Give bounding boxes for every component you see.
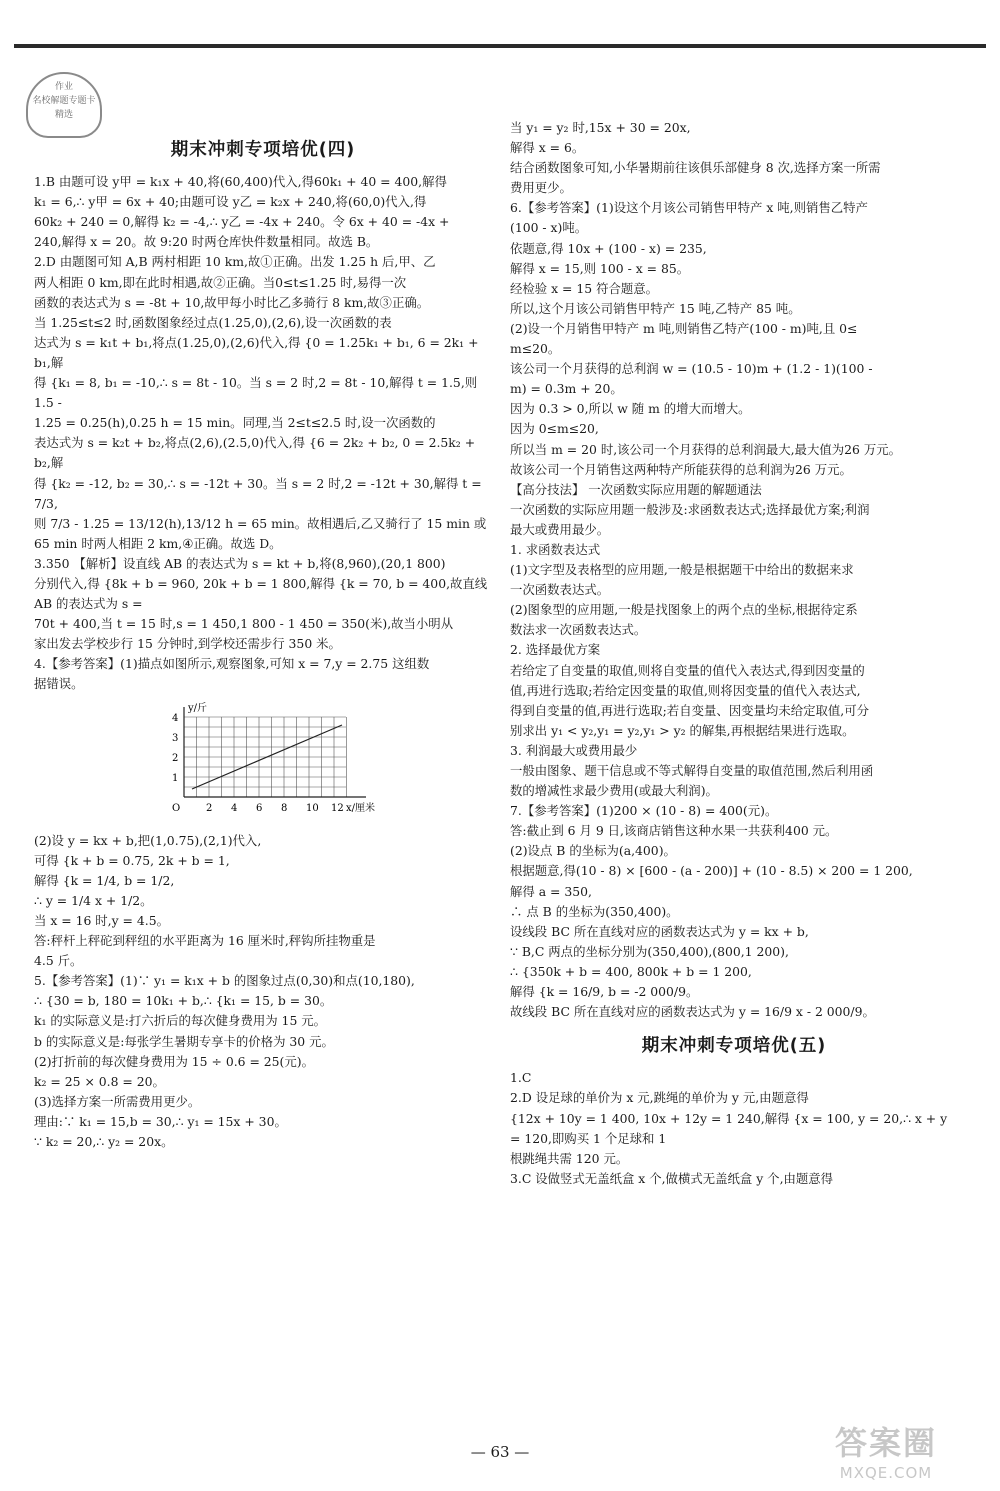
text-line: 1.25 = 0.25(h),0.25 h = 15 min。同理,当 2≤t≤2.5 时,设一次函数的 (34, 415, 436, 431)
section-title-5: 期末冲刺专项培优(五) (641, 1036, 827, 1057)
x-tick-label: 12 (331, 802, 344, 814)
y-tick-label: 3 (172, 732, 179, 744)
text-line: 经检验 x = 15 符合题意。 (510, 280, 659, 296)
text-line: (2)设 y = kx + b,把(1,0.75),(2,1)代入, (34, 832, 262, 848)
text-line: 240,解得 x = 20。故 9:20 时两仓库快件数量相同。故选 B。 (34, 234, 379, 250)
text-line: 2.D 设足球的单价为 x 元,跳绳的单价为 y 元,由题意得 (510, 1090, 809, 1106)
stamp-line-3: 精选 (54, 110, 73, 120)
text-line: m≤20。 (510, 341, 561, 357)
text-line: 可得 {k + b = 0.75, 2k + b = 1, (34, 852, 230, 868)
text-line: 解得 a = 350, (510, 883, 592, 899)
right-column (510, 118, 958, 1189)
x-tick-label: 10 (306, 802, 319, 814)
x-tick-label: 8 (281, 802, 288, 814)
x-tick-label: 4 (231, 802, 238, 814)
text-line: 一次函数的实际应用题一般涉及:求函数表达式;选择最优方案;利润 (510, 501, 870, 517)
text-line: 故该公司一个月销售这两种特产所能获得的总利润为26 万元。 (510, 461, 852, 477)
text-line: 数法求一次函数表达式。 (510, 622, 647, 638)
text-line: {12x + 10y = 1 400, 10x + 12y = 1 240,解得 {x = 100, y = 20,∴ x + y = 120,即购买 1 个足球和 1 (510, 1110, 948, 1146)
text-line: 若给定了自变量的取值,则将自变量的值代入表达式,得到因变量的 (510, 662, 865, 678)
scale-graph (158, 701, 378, 819)
text-line: ∴ 点 B 的坐标为(350,400)。 (510, 903, 679, 919)
text-line: 该公司一个月获得的总利润 w = (10.5 - 10)m + (1.2 - 1)(100 - (510, 361, 873, 377)
text-line: 2.D 由题图可知 A,B 两村相距 10 km,故①正确。出发 1.25 h 后,甲、乙 (34, 254, 436, 270)
right-text-block (510, 118, 958, 1022)
text-line: 得到自变量的值,再进行选取;若自变量、因变量均未给定取值,可分 (510, 702, 869, 718)
text-line: 设线段 BC 所在直线对应的函数表达式为 y = kx + b, (510, 923, 809, 939)
text-line: k₁ 的实际意义是:打六折后的每次健身费用为 15 元。 (34, 1013, 327, 1029)
text-line: k₂ = 25 × 0.8 = 20。 (34, 1073, 165, 1089)
text-line: 分别代入,得 {8k + b = 960, 20k + b = 1 800,解得 {k = 70, b = 400,故直线 AB 的表达式为 s = (34, 575, 488, 612)
page-number: — 63 — (470, 1443, 530, 1461)
text-line: 函数的表达式为 s = -8t + 10,故甲每小时比乙多骑行 8 km,故③正确。 (34, 294, 430, 310)
y-tick-label: 1 (172, 772, 179, 784)
text-line: 根据题意,得(10 - 8) × [600 - (a - 200)] + (10 - 8.5) × 200 = 1 200, (510, 863, 913, 879)
text-line: 3.350 【解析】设直线 AB 的表达式为 s = kt + b,将(8,960),(20,1 800) (34, 555, 446, 571)
text-line: (1)文字型及表格型的应用题,一般是根据题干中给出的数据来求 (510, 562, 854, 578)
text-line: 故线段 BC 所在直线对应的函数表达式为 y = 16/9 x - 2 000/9。 (510, 1004, 875, 1020)
text-line: ∴ {350k + b = 400, 800k + b = 1 200, (510, 963, 752, 979)
text-line: 最大或费用最少。 (510, 521, 610, 537)
text-line: 60k₂ + 240 = 0,解得 k₂ = -4,∴ y乙 = -4x + 240。令 6x + 40 = -4x + (34, 214, 450, 230)
watermark-url: MXQE.COM (839, 1464, 933, 1482)
text-line: 理由:∵ k₁ = 15,b = 30,∴ y₁ = 15x + 30。 (34, 1113, 287, 1129)
x-axis-label: x/厘米 (346, 802, 376, 814)
text-line: b 的实际意义是:每张学生暑期专享卡的价格为 30 元。 (34, 1033, 334, 1049)
graph-grid (184, 717, 347, 797)
text-line: ∵ k₂ = 20,∴ y₂ = 20x。 (34, 1134, 174, 1150)
text-line: (100 - x)吨。 (510, 220, 588, 236)
text-line: 2. 选择最优方案 (510, 642, 601, 658)
text-line: 结合函数图象可知,小华暑期前往该俱乐部健身 8 次,选择方案一所需 (510, 160, 881, 176)
text-line: 数的增减性求最少费用(或最大利润)。 (510, 783, 718, 799)
y-tick-label: 2 (172, 752, 179, 764)
text-line: 5.【参考答案】(1)∵ y₁ = k₁x + b 的图象过点(0,30)和点(10,180), (34, 973, 415, 989)
top-rule (14, 44, 986, 48)
text-line: 70t + 400,当 t = 15 时,s = 1 450,1 800 - 1 450 = 350(米),故当小明从 (34, 616, 454, 632)
text-line: (3)选择方案一所需费用更少。 (34, 1093, 201, 1109)
text-line: 费用更少。 (510, 180, 572, 196)
text-line: 解得 x = 6。 (510, 140, 585, 156)
stamp-line-2: 名校解题专题卡 (32, 96, 96, 106)
text-line: 两人相距 0 km,即在此时相遇,故②正确。当0≤t≤1.25 时,易得一次 (34, 274, 407, 290)
text-line: 因为 0.3 > 0,所以 w 随 m 的增大而增大。 (510, 401, 751, 417)
watermark-logo (786, 1418, 986, 1484)
text-line: 一次函数表达式。 (510, 582, 610, 598)
text-line: 当 x = 16 时,y = 4.5。 (34, 913, 169, 928)
text-line: 4.【参考答案】(1)描点如图所示,观察图象,可知 x = 7,y = 2.75 这组数 (34, 656, 430, 672)
stamp-line-1: 作业 (54, 82, 73, 92)
text-line: 6.【参考答案】(1)设这个月该公司销售甲特产 x 吨,则销售乙特产 (510, 200, 868, 216)
text-line: 7.【参考答案】(1)200 × (10 - 8) = 400(元)。 (510, 803, 778, 819)
text-line: 解得 {k = 1/4, b = 1/2, (34, 872, 175, 888)
text-line: 当 y₁ = y₂ 时,15x + 30 = 20x, (510, 120, 691, 135)
text-line: 得 {k₁ = 8, b₁ = -10,∴ s = 8t - 10。当 s = 2 时,2 = 8t - 10,解得 t = 1.5,则1.5 - (34, 375, 478, 411)
left-column (34, 118, 492, 1152)
text-line: 家出发去学校步行 15 分钟时,到学校还需步行 350 米。 (34, 636, 341, 652)
text-line: 3.C 设做竖式无盖纸盒 x 个,做横式无盖纸盒 y 个,由题意得 (510, 1170, 834, 1186)
text-line: 则 7/3 - 1.25 = 13/12(h),13/12 h = 65 min。故相遇后,乙又骑行了 15 min 或 (34, 515, 487, 531)
text-line: 解得 x = 15,则 100 - x = 85。 (510, 260, 690, 276)
text-line: 所以,这个月该公司销售甲特产 15 吨,乙特产 85 吨。 (510, 300, 801, 316)
y-axis-label: y/斤 (188, 702, 208, 714)
text-line: (2)图象型的应用题,一般是找图象上的两个点的坐标,根据待定系 (510, 602, 858, 618)
text-line: 1.C (510, 1070, 532, 1086)
text-line: 达式为 s = k₁t + b₁,将点(1.25,0),(2,6)代入,得 {0 = 1.25k₁ + b₁, 6 = 2k₁ + b₁,解 (34, 334, 479, 370)
origin-label: O (172, 802, 181, 814)
x-tick-label: 2 (206, 802, 213, 814)
text-line: 据错误。 (34, 676, 84, 692)
y-tick-label: 4 (172, 712, 179, 724)
text-line: 别求出 y₁ < y₂,y₁ = y₂,y₁ > y₂ 的解集,再根据结果进行选取。 (510, 722, 855, 738)
text-line: ∴ {30 = b, 180 = 10k₁ + b,∴ {k₁ = 15, b = 30。 (34, 993, 333, 1009)
text-line: 因为 0≤m≤20, (510, 421, 599, 437)
text-line: 65 min 时两人相距 2 km,④正确。故选 D。 (34, 535, 282, 551)
text-line: 【高分技法】 一次函数实际应用题的解题通法 (510, 481, 762, 497)
section-title-4: 期末冲刺专项培优(四) (170, 140, 356, 160)
text-line: 所以当 m = 20 时,该公司一个月获得的总利润最大,最大值为26 万元。 (510, 441, 902, 457)
text-line: 解得 {k = 16/9, b = -2 000/9。 (510, 984, 699, 1000)
text-line: 1.B 由题可设 y甲 = k₁x + 40,将(60,400)代入,得60k₁ + 40 = 400,解得 (34, 174, 447, 190)
text-line: 1. 求函数表达式 (510, 541, 601, 557)
text-line: 答:截止到 6 月 9 日,该商店销售这种水果一共获利400 元。 (510, 823, 838, 839)
text-line: 答:秤杆上秤砣到秤纽的水平距离为 16 厘米时,秤钩所挂物重是 (34, 933, 376, 949)
text-line: 根跳绳共需 120 元。 (510, 1150, 629, 1166)
text-line: (2)打折前的每次健身费用为 15 ÷ 0.6 = 25(元)。 (34, 1053, 314, 1069)
text-line: ∴ y = 1/4 x + 1/2。 (34, 892, 153, 908)
right-text-block-2 (510, 1068, 958, 1189)
text-line: (2)设点 B 的坐标为(a,400)。 (510, 843, 676, 859)
text-line: 当 1.25≤t≤2 时,函数图象经过点(1.25,0),(2,6),设一次函数的表 (34, 314, 392, 330)
text-line: m) = 0.3m + 20。 (510, 381, 623, 397)
text-line: ∵ B,C 两点的坐标分别为(350,400),(800,1 200), (510, 943, 789, 959)
text-line: (2)设一个月销售甲特产 m 吨,则销售乙特产(100 - m)吨,且 0≤ (510, 320, 858, 336)
watermark-text: 答案圈 (834, 1424, 937, 1462)
text-line: k₁ = 6,∴ y甲 = 6x + 40;由题可设 y乙 = k₂x + 240,将(60,0)代入,得 (34, 194, 427, 210)
text-line: 4.5 斤。 (34, 953, 83, 969)
text-line: 一般由图象、题干信息或不等式解得自变量的取值范围,然后利用函 (510, 763, 874, 778)
x-tick-label: 6 (256, 802, 263, 814)
text-line: 3. 利润最大或费用最少 (510, 742, 638, 758)
text-line: 值,再进行选取;若给定因变量的取值,则将因变量的值代入表达式, (510, 682, 861, 698)
left-text-block-2 (34, 831, 492, 1153)
left-text-block (34, 172, 492, 694)
text-line: 依题意,得 10x + (100 - x) = 235, (510, 240, 707, 256)
text-line: 得 {k₂ = -12, b₂ = 30,∴ s = -12t + 30。当 s = 2 时,2 = -12t + 30,解得 t = 7/3, (34, 475, 482, 511)
text-line: 表达式为 s = k₂t + b₂,将点(2,6),(2.5,0)代入,得 {6 = 2k₂ + b₂, 0 = 2.5k₂ + b₂,解 (34, 435, 476, 471)
graph-ticks (172, 713, 344, 814)
